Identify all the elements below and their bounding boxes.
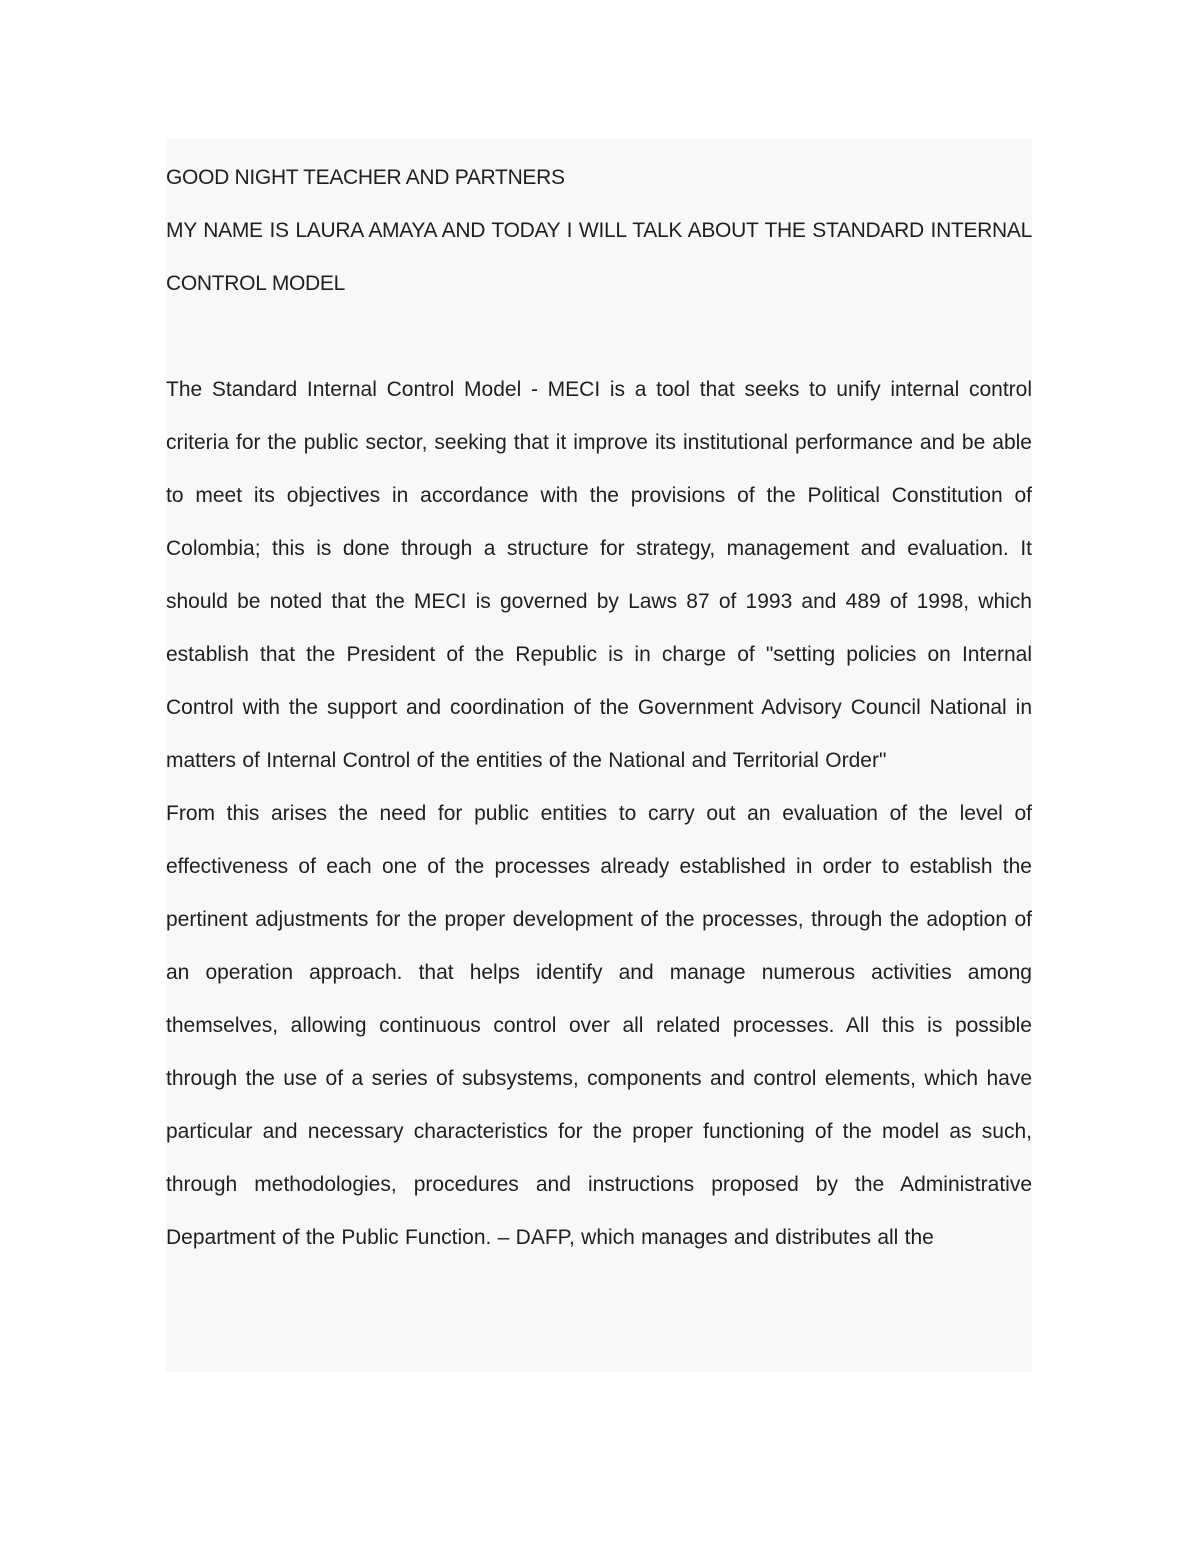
intro-line: MY NAME IS LAURA AMAYA AND TODAY I WILL TALK ABOUT THE STANDARD INTERNAL CONTROL MODEL xyxy=(166,219,1032,295)
greeting-line: GOOD NIGHT TEACHER AND PARTNERS xyxy=(166,166,565,189)
text-block xyxy=(166,138,1032,1372)
paragraph-2: From this arises the need for public entities to carry out an evaluation of the level of effectiveness of each one of the processes already established in order to establish the pertinent adjustments for the proper development of the processes, through the adoption of an operation approach. that helps identify and manage numerous activities among themselves, allowing continuous control over all related processes. All this is possible through the use of a series of subsystems, components and control elements, which have particular and necessary characteristics for the proper functioning of the model as such, through methodologies, procedures and instructions proposed by the Administrative Department of the Public Function. – DAFP, which manages and distributes all the xyxy=(166,802,1032,1249)
paragraph-1: The Standard Internal Control Model - MECI is a tool that seeks to unify internal control criteria for the public sector, seeking that it improve its institutional performance and be able to meet its objectives in accordance with the provisions of the Political Constitution of Colombia; this is done through a structure for strategy, management and evaluation. It should be noted that the MECI is governed by Laws 87 of 1993 and 489 of 1998, which establish that the President of the Republic is in charge of "setting policies on Internal Control with the support and coordination of the Government Advisory Council National in matters of Internal Control of the entities of the National and Territorial Order" xyxy=(166,378,1032,772)
blank-line xyxy=(166,310,1032,363)
